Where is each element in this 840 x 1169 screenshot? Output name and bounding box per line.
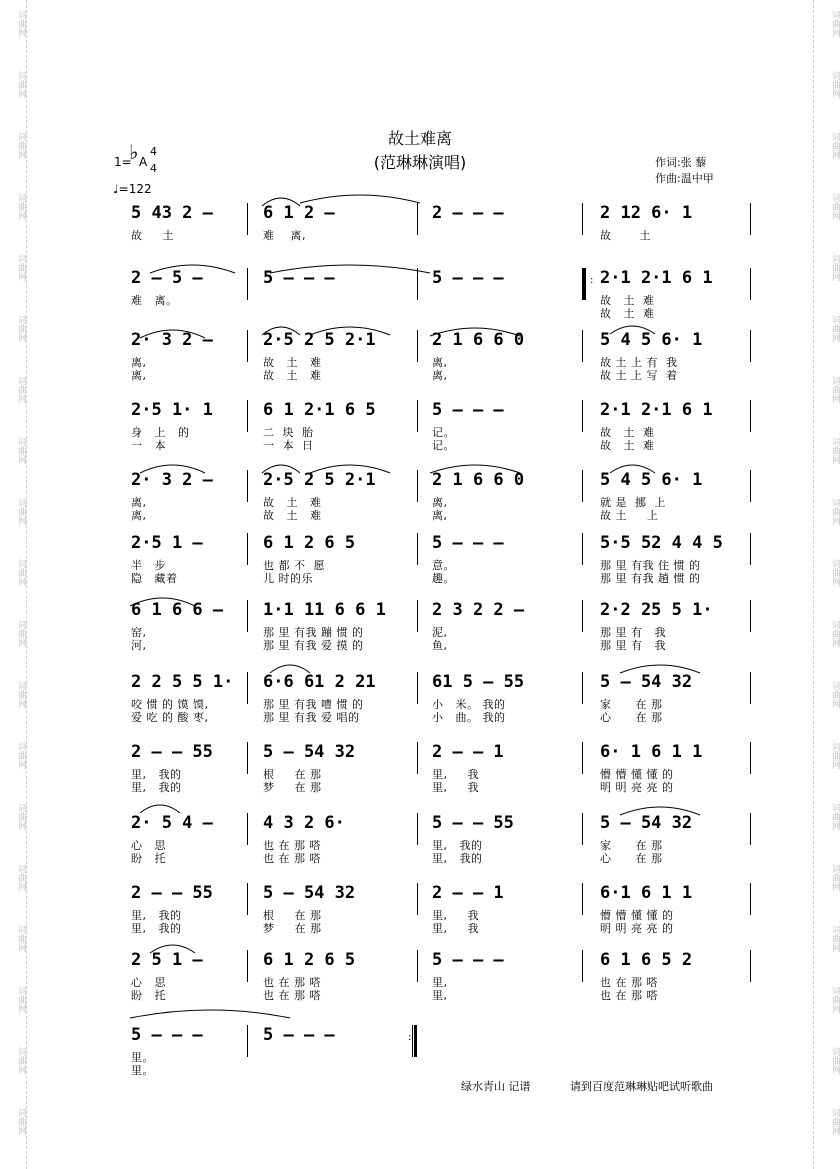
- lyric-verse-1: 里。: [131, 1051, 154, 1064]
- watermark-text: 词曲网: [830, 71, 840, 98]
- barline: [582, 470, 583, 502]
- watermark-text: 词曲网: [16, 620, 26, 647]
- measure-notes: 2·5 1· 1: [131, 400, 213, 420]
- watermark-text: 词曲网: [16, 803, 26, 830]
- measure-notes: 5 – 54 32: [600, 672, 693, 692]
- watermark-text: 词曲网: [16, 437, 26, 464]
- lyric-verse-2: 一 本 日: [263, 439, 314, 452]
- lyric-verse-2: 趣。: [432, 572, 455, 585]
- barline: [247, 203, 248, 235]
- watermark-text: 词曲网: [830, 559, 840, 586]
- lyric-verse-1: 离,: [432, 496, 448, 509]
- lyric-verse-1: 身 上 的: [131, 426, 190, 439]
- watermark-text: 词曲网: [830, 986, 840, 1013]
- barline: [582, 400, 583, 432]
- lyric-verse-2: 一 本: [131, 439, 166, 452]
- lyric-verse-2: 心 在 那: [600, 852, 663, 865]
- lyric-verse-1: 也 都 不 愿: [263, 559, 325, 572]
- lyric-verse-2: 盼 托: [131, 989, 166, 1002]
- measure-notes: 2·1 2·1 6 1: [600, 400, 713, 420]
- repeat-dots: :: [408, 1032, 412, 1043]
- measure-notes: 2 5 1 –: [131, 950, 203, 970]
- barline: [582, 883, 583, 915]
- watermark-text: 词曲网: [16, 71, 26, 98]
- lyric-verse-1: 也 在 那 嗒: [263, 839, 321, 852]
- measure-notes: 2·5 2 5 2·1: [263, 330, 376, 350]
- lyric-verse-1: 里, 我的: [432, 839, 483, 852]
- lyric-verse-1: 半 步: [131, 559, 166, 572]
- barline: [247, 672, 248, 704]
- measure-notes: 6 1 2 –: [263, 203, 335, 223]
- watermark-text: 词曲网: [830, 132, 840, 159]
- measure-notes: 5 – 54 32: [600, 813, 693, 833]
- barline: [582, 742, 583, 774]
- barline: [417, 470, 418, 502]
- lyric-verse-1: 故 土 难: [263, 356, 322, 369]
- measure-notes: 2 – – 1: [432, 742, 504, 762]
- lyric-verse-2: 盼 托: [131, 852, 166, 865]
- lyric-verse-1: 也 在 那 嗒: [600, 976, 658, 989]
- measure-notes: 5 – – –: [263, 268, 335, 288]
- watermark-text: 词曲网: [830, 742, 840, 769]
- composer-credit: 作曲:温中甲: [655, 172, 714, 185]
- watermark-text: 词曲网: [16, 864, 26, 891]
- lyric-verse-2: 离,: [131, 369, 147, 382]
- barline: [750, 600, 751, 632]
- measure-notes: 2·5 1 –: [131, 533, 203, 553]
- barline: [417, 268, 418, 300]
- barline: [247, 600, 248, 632]
- measure-notes: 6 1 2 6 5: [263, 950, 356, 970]
- measure-notes: 2 – 5 –: [131, 268, 203, 288]
- lyric-verse-2: 心 在 那: [600, 711, 663, 724]
- barline: [417, 813, 418, 845]
- lyric-verse-1: 故 土 难: [600, 294, 655, 307]
- barline: [247, 1025, 248, 1057]
- lyric-verse-1: 那 里 有我 嘈 惯 的: [263, 698, 364, 711]
- measure-notes: 5 – 54 32: [263, 742, 356, 762]
- barline: [750, 533, 751, 565]
- measure-notes: 2·5 2 5 2·1: [263, 470, 376, 490]
- barline: [417, 330, 418, 362]
- lyric-verse-2: 离,: [131, 509, 147, 522]
- lyric-verse-2: 小 曲。 我的: [432, 711, 506, 724]
- tempo-mark: ♩=122: [113, 182, 152, 196]
- measure-notes: 5 – – –: [432, 533, 504, 553]
- lyric-verse-2: 爱 吃 的 酸 枣,: [131, 711, 209, 724]
- barline: [247, 742, 248, 774]
- watermark-text: 词曲网: [830, 254, 840, 281]
- barline: [412, 1025, 413, 1057]
- lyric-verse-1: 懵 懵 懂 懂 的: [600, 909, 674, 922]
- lyric-verse-2: 明 明 亮 亮 的: [600, 922, 674, 935]
- barline: [582, 330, 583, 362]
- left-watermark-strip: [0, 0, 27, 1169]
- lyric-verse-1: 家 在 那: [600, 698, 663, 711]
- barline: [417, 600, 418, 632]
- lyric-verse-1: 故 土 难: [600, 426, 655, 439]
- measure-notes: 6·6 61 2 21: [263, 672, 376, 692]
- lyric-verse-2: 河,: [131, 639, 147, 652]
- watermark-text: 词曲网: [830, 620, 840, 647]
- lyric-verse-2: 里, 我: [432, 922, 479, 935]
- watermark-text: 词曲网: [16, 742, 26, 769]
- barline: [247, 950, 248, 982]
- lyric-verse-1: 意。: [432, 559, 455, 572]
- lyric-verse-2: 那 里 有我 爱 摸 的: [263, 639, 364, 652]
- measure-notes: 6·1 6 1 1: [600, 883, 693, 903]
- barline: [750, 813, 751, 845]
- lyric-verse-2: 故 土 上 写 着: [600, 369, 678, 382]
- watermark-text: 词曲网: [16, 1047, 26, 1074]
- slur-arc: [130, 1010, 290, 1018]
- watermark-text: 词曲网: [830, 498, 840, 525]
- lyric-verse-2: 也 在 那 嗒: [600, 989, 658, 1002]
- barline: [247, 533, 248, 565]
- lyric-verse-2: 也 在 那 嗒: [263, 852, 321, 865]
- barline: [582, 950, 583, 982]
- measure-notes: 5 43 2 –: [131, 203, 213, 223]
- measure-notes: 2 3 2 2 –: [432, 600, 525, 620]
- lyric-verse-1: 记。: [432, 426, 455, 439]
- barline: [582, 672, 583, 704]
- watermark-text: 词曲网: [830, 1047, 840, 1074]
- lyric-verse-1: 根 在 那: [263, 909, 322, 922]
- listen-note: 请到百度范琳琳贴吧试听歌曲: [570, 1080, 713, 1093]
- barline: [750, 950, 751, 982]
- slur-arc: [140, 805, 180, 813]
- barline: [750, 268, 751, 300]
- lyric-verse-1: 根 在 那: [263, 768, 322, 781]
- lyric-verse-2: 离,: [432, 369, 448, 382]
- measure-notes: 5 4 5 6· 1: [600, 470, 703, 490]
- lyric-verse-1: 小 米。 我的: [432, 698, 506, 711]
- barline: [247, 330, 248, 362]
- barline: [582, 533, 583, 565]
- lyric-verse-1: 里, 我: [432, 768, 479, 781]
- measure-notes: 5·5 52 4 4 5: [600, 533, 723, 553]
- lyric-verse-2: 故 土 难: [600, 439, 655, 452]
- barline: [247, 813, 248, 845]
- watermark-text: 词曲网: [16, 1108, 26, 1135]
- lyric-verse-1: 泥,: [432, 626, 448, 639]
- lyric-verse-2: 里, 我的: [131, 781, 182, 794]
- measure-notes: 2 – – 55: [131, 883, 213, 903]
- watermark-text: 词曲网: [16, 254, 26, 281]
- lyric-verse-1: 也 在 那 嗒: [263, 976, 321, 989]
- watermark-text: 词曲网: [830, 315, 840, 342]
- measure-notes: 6· 1 6 1 1: [600, 742, 703, 762]
- flat-sign: ♭: [129, 140, 139, 164]
- barline: [247, 470, 248, 502]
- lyric-verse-2: 也 在 那 嗒: [263, 989, 321, 1002]
- lyric-verse-2: 记。: [432, 439, 455, 452]
- song-title: 故土难离: [387, 129, 452, 148]
- measure-notes: 61 5 – 55: [432, 672, 525, 692]
- measure-notes: 2·2 25 5 1·: [600, 600, 713, 620]
- barline: [750, 400, 751, 432]
- watermark-text: 词曲网: [830, 10, 840, 37]
- measure-notes: 5 4 5 6· 1: [600, 330, 703, 350]
- watermark-text: 词曲网: [830, 925, 840, 952]
- lyric-verse-2: 梦 在 那: [263, 922, 322, 935]
- measure-notes: 5 – 54 32: [263, 883, 356, 903]
- time-numerator: 4: [150, 145, 157, 158]
- measure-notes: 1·1 11 6 6 1: [263, 600, 386, 620]
- lyric-verse-1: 那 里 有 我: [600, 626, 666, 639]
- measure-notes: 2 – – 55: [131, 742, 213, 762]
- measure-notes: 4 3 2 6·: [263, 813, 345, 833]
- measure-notes: 2· 5 4 –: [131, 813, 213, 833]
- watermark-text: 词曲网: [16, 498, 26, 525]
- lyric-verse-2: 里, 我的: [131, 922, 182, 935]
- barline: [247, 268, 248, 300]
- lyric-verse-1: 就 是 挪 上: [600, 496, 666, 509]
- lyric-verse-1: 故 土: [131, 229, 174, 242]
- lyric-verse-2: 里。: [131, 1064, 154, 1077]
- measure-notes: 2·1 2·1 6 1: [600, 268, 713, 288]
- lyric-verse-1: 二 块 胎: [263, 426, 314, 439]
- lyric-verse-2: 里,: [432, 989, 448, 1002]
- barline: [750, 470, 751, 502]
- lyric-verse-1: 心 思: [131, 839, 166, 852]
- lyric-verse-2: 里, 我的: [432, 852, 483, 865]
- measure-notes: 5 – – 55: [432, 813, 514, 833]
- lyric-verse-1: 离,: [131, 496, 147, 509]
- repeat-dots: :: [590, 275, 594, 286]
- lyric-verse-1: 咬 惯 的 馍 馍,: [131, 698, 209, 711]
- lyric-verse-1: 那 里 有我 住 惯 的: [600, 559, 701, 572]
- slur-arc: [300, 195, 420, 203]
- watermark-text: 词曲网: [830, 1108, 840, 1135]
- measure-notes: 2· 3 2 –: [131, 330, 213, 350]
- watermark-text: 词曲网: [830, 803, 840, 830]
- barline: [750, 203, 751, 235]
- measure-notes: 5 – – –: [432, 268, 504, 288]
- lyric-verse-1: 里, 我的: [131, 909, 182, 922]
- measure-notes: 2 1 6 6 0: [432, 330, 525, 350]
- barline: [417, 883, 418, 915]
- measure-notes: 5 – – –: [432, 950, 504, 970]
- lyric-verse-2: 里, 我: [432, 781, 479, 794]
- lyric-verse-2: 那 里 有我 趟 惯 的: [600, 572, 701, 585]
- lyric-verse-2: 隐 藏着: [131, 572, 178, 585]
- key-note: A: [139, 155, 148, 169]
- measure-notes: 5 – – –: [263, 1025, 335, 1045]
- measure-notes: 6 1 2 6 5: [263, 533, 356, 553]
- watermark-text: 词曲网: [830, 376, 840, 403]
- measure-notes: 2 12 6· 1: [600, 203, 693, 223]
- measure-notes: 2 2 5 5 1·: [131, 672, 234, 692]
- lyric-verse-1: 里, 我: [432, 909, 479, 922]
- lyric-verse-2: 故 土 难: [600, 307, 655, 320]
- measure-notes: 5 – – –: [432, 400, 504, 420]
- lyric-verse-2: 故 土 难: [263, 369, 322, 382]
- lyric-verse-2: 离,: [432, 509, 448, 522]
- measure-notes: 2· 3 2 –: [131, 470, 213, 490]
- lyric-verse-2: 鱼,: [432, 639, 448, 652]
- barline: [417, 742, 418, 774]
- measure-notes: 5 – – –: [131, 1025, 203, 1045]
- lyricist-credit: 作词:张 藜: [655, 156, 707, 169]
- barline: [750, 883, 751, 915]
- lyric-verse-1: 里, 我的: [131, 768, 182, 781]
- barline: [417, 400, 418, 432]
- lyric-verse-1: 难 离,: [263, 229, 306, 242]
- barline: [417, 950, 418, 982]
- lyric-verse-1: 难 离。: [131, 294, 178, 307]
- lyric-verse-1: 离,: [432, 356, 448, 369]
- watermark-text: 词曲网: [830, 437, 840, 464]
- watermark-text: 词曲网: [830, 193, 840, 220]
- lyric-verse-1: 里,: [432, 976, 448, 989]
- watermark-text: 词曲网: [830, 864, 840, 891]
- watermark-text: 词曲网: [830, 681, 840, 708]
- lyric-verse-2: 那 里 有 我: [600, 639, 666, 652]
- repeat-end-barline: [414, 1025, 417, 1057]
- barline: [582, 813, 583, 845]
- barline: [417, 672, 418, 704]
- lyric-verse-1: 故 土 难: [263, 496, 322, 509]
- barline: [582, 203, 583, 235]
- measure-notes: 6 1 6 6 –: [131, 600, 224, 620]
- measure-notes: 6 1 6 5 2: [600, 950, 693, 970]
- lyric-verse-2: 梦 在 那: [263, 781, 322, 794]
- transcriber-credit: 绿水青山 记谱: [461, 1080, 531, 1093]
- lyric-verse-1: 心 思: [131, 976, 166, 989]
- lyric-verse-1: 家 在 那: [600, 839, 663, 852]
- barline: [582, 600, 583, 632]
- key-prefix: 1=: [114, 155, 132, 169]
- watermark-text: 词曲网: [16, 10, 26, 37]
- lyric-verse-1: 离,: [131, 356, 147, 369]
- song-subtitle: (范琳琳演唱): [373, 153, 467, 172]
- barline: [417, 203, 418, 235]
- lyric-verse-2: 那 里 有我 爱 唱的: [263, 711, 360, 724]
- lyric-verse-2: 明 明 亮 亮 的: [600, 781, 674, 794]
- lyric-verse-1: 故 土 上 有 我: [600, 356, 678, 369]
- lyric-verse-2: 儿 时的乐: [263, 572, 313, 585]
- right-watermark-strip: [813, 0, 840, 1169]
- measure-notes: 2 – – –: [432, 203, 504, 223]
- measure-notes: 6 1 2·1 6 5: [263, 400, 376, 420]
- watermark-text: 词曲网: [16, 925, 26, 952]
- time-denominator: 4: [150, 162, 157, 175]
- barline: [750, 330, 751, 362]
- measure-notes: 2 – – 1: [432, 883, 504, 903]
- barline: [247, 883, 248, 915]
- lyric-verse-2: 故 土 难: [263, 509, 322, 522]
- barline: [750, 742, 751, 774]
- lyric-verse-1: 懵 懵 懂 懂 的: [600, 768, 674, 781]
- barline: [417, 533, 418, 565]
- watermark-text: 词曲网: [16, 986, 26, 1013]
- watermark-text: 词曲网: [16, 132, 26, 159]
- lyric-verse-1: 那 里 有我 蹦 惯 的: [263, 626, 364, 639]
- barline: [247, 400, 248, 432]
- watermark-text: 词曲网: [16, 193, 26, 220]
- watermark-text: 词曲网: [16, 559, 26, 586]
- watermark-text: 词曲网: [16, 376, 26, 403]
- lyric-verse-1: 故 土: [600, 229, 651, 242]
- lyric-verse-1: 窑,: [131, 626, 147, 639]
- watermark-text: 词曲网: [16, 315, 26, 342]
- watermark-text: 词曲网: [16, 681, 26, 708]
- measure-notes: 2 1 6 6 0: [432, 470, 525, 490]
- barline: [750, 672, 751, 704]
- lyric-verse-2: 故 土 上: [600, 509, 659, 522]
- repeat-start-barline: [583, 268, 586, 300]
